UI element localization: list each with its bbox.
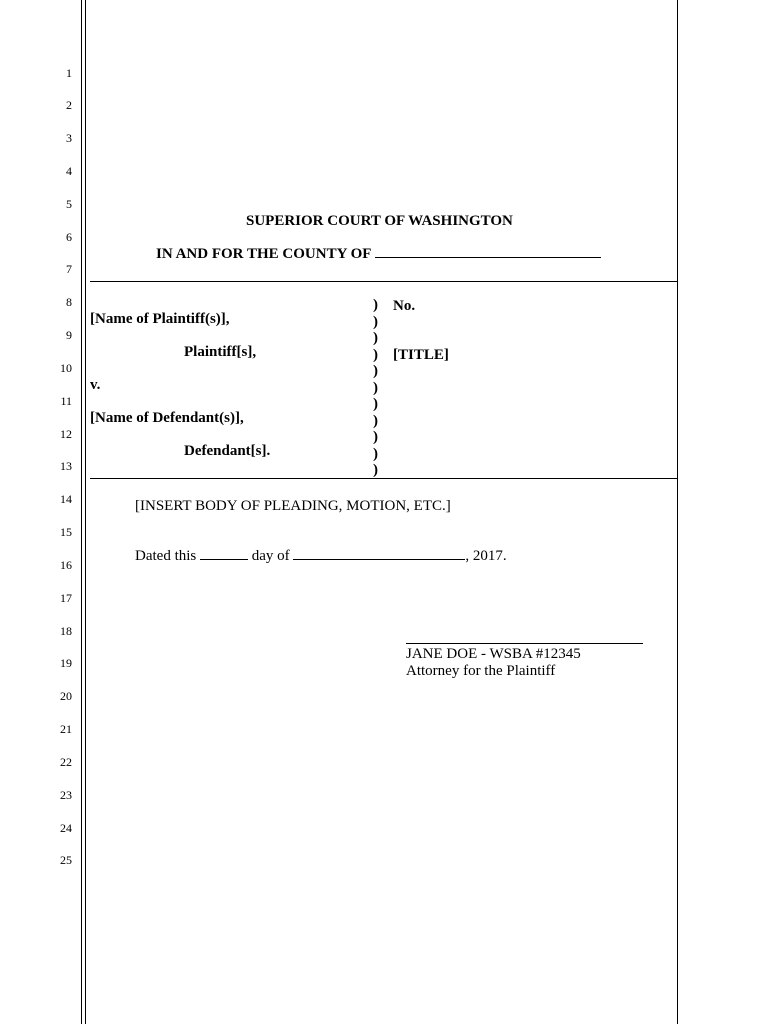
line-number: 10 bbox=[60, 361, 72, 375]
pleading-title: [TITLE] bbox=[393, 347, 449, 363]
line-number: 11 bbox=[60, 394, 72, 408]
line-number: 21 bbox=[60, 722, 72, 736]
line-number: 17 bbox=[60, 591, 72, 605]
line-number: 9 bbox=[66, 328, 72, 342]
line-number: 1 bbox=[66, 66, 72, 80]
year-label: , 2017. bbox=[465, 548, 507, 564]
month-blank bbox=[293, 547, 465, 560]
plaintiff-role: Plaintiff[s], bbox=[184, 344, 257, 360]
attorney-name: JANE DOE - WSBA #12345 bbox=[406, 646, 581, 662]
line-number: 23 bbox=[60, 788, 72, 802]
line-number: 12 bbox=[60, 427, 72, 441]
county-line bbox=[156, 245, 601, 263]
caption-paren-column: ) ) ) ) ) ) ) ) ) ) ) bbox=[373, 297, 378, 478]
line-number: 3 bbox=[66, 131, 72, 145]
line-number: 19 bbox=[60, 656, 72, 670]
line-number: 5 bbox=[66, 197, 72, 211]
dated-this-label: Dated this bbox=[135, 548, 197, 564]
line-number: 16 bbox=[60, 558, 72, 572]
plaintiff-name: [Name of Plaintiff(s)], bbox=[90, 311, 230, 327]
versus: v. bbox=[90, 377, 101, 393]
county-prefix: IN AND FOR THE COUNTY OF bbox=[156, 246, 371, 262]
defendant-name: [Name of Defendant(s)], bbox=[90, 410, 244, 426]
line-number: 20 bbox=[60, 689, 72, 703]
county-blank bbox=[375, 245, 601, 258]
line-number: 14 bbox=[60, 492, 72, 506]
attorney-role: Attorney for the Plaintiff bbox=[406, 663, 556, 679]
right-margin-rule bbox=[677, 0, 678, 1024]
line-number: 7 bbox=[66, 262, 72, 276]
line-number: 18 bbox=[60, 624, 72, 638]
line-number: 15 bbox=[60, 525, 72, 539]
line-number: 6 bbox=[66, 230, 72, 244]
court-name: SUPERIOR COURT OF WASHINGTON bbox=[246, 213, 513, 229]
line-number: 25 bbox=[60, 853, 72, 867]
left-margin-rule-outer bbox=[81, 0, 82, 1024]
day-blank bbox=[200, 547, 248, 560]
line-number: 22 bbox=[60, 755, 72, 769]
day-of-label: day of bbox=[251, 548, 290, 564]
line-number: 4 bbox=[66, 164, 72, 178]
line-number: 8 bbox=[66, 295, 72, 309]
line-number: 24 bbox=[60, 821, 72, 835]
dated-line bbox=[135, 547, 507, 565]
caption-top-rule bbox=[90, 281, 678, 282]
body-placeholder: [INSERT BODY OF PLEADING, MOTION, ETC.] bbox=[135, 498, 451, 514]
signature-line bbox=[406, 643, 643, 644]
defendant-role: Defendant[s]. bbox=[184, 443, 271, 459]
left-margin-rule-inner bbox=[85, 0, 86, 1024]
case-number-label: No. bbox=[393, 298, 416, 314]
line-number: 13 bbox=[60, 459, 72, 473]
line-number: 2 bbox=[66, 98, 72, 112]
caption-bottom-rule bbox=[90, 478, 678, 479]
